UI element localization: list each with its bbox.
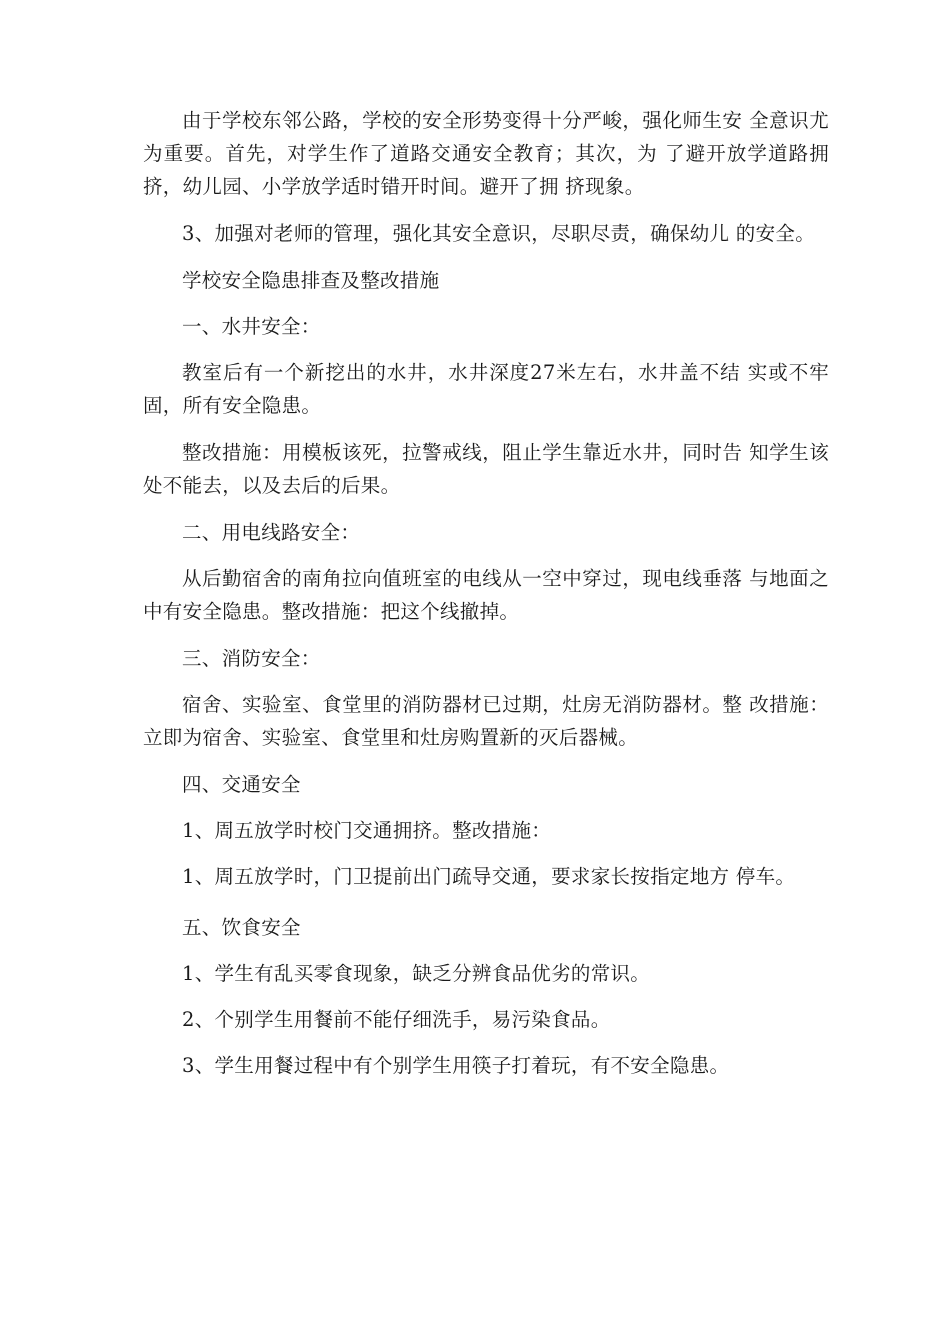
paragraph-fire-hazard: 宿舍、实验室、食堂里的消防器材已过期，灶房无消防器材。整 改措施：立即为宿舍、实验室、食堂里和灶房购置新的灭后器械。 xyxy=(143,693,829,749)
list-item-snacks: 1、学生有乱买零食现象，缺乏分辨食品优劣的常识。 xyxy=(182,962,651,985)
paragraph-electrical-hazard: 从后勤宿舍的南角拉向值班室的电线从一空中穿过，现电线垂落 与地面之中有安全隐患。整改措施：把这个线撤掉。 xyxy=(143,567,829,623)
paragraph-traffic-problem: 1、周五放学时校门交通拥挤。整改措施： xyxy=(182,819,552,842)
heading-food-safety: 五、饮食安全 xyxy=(182,916,301,939)
heading-fire-safety: 三、消防安全： xyxy=(182,647,321,670)
list-item-chopsticks: 3、学生用餐过程中有个别学生用筷子打着玩，有不安全隐患。 xyxy=(182,1054,730,1077)
paragraph-well-measures: 整改措施：用模板该死，拉警戒线，阻止学生靠近水井，同时告 知学生该处不能去，以及去后的后果。 xyxy=(143,441,829,497)
heading-electrical-safety: 二、用电线路安全： xyxy=(182,521,361,544)
list-item-handwashing: 2、个别学生用餐前不能仔细洗手，易污染食品。 xyxy=(182,1008,611,1031)
paragraph-teacher-management: 3、加强对老师的管理，强化其安全意识，尽职尽责，确保幼儿 的安全。 xyxy=(182,222,816,245)
heading-well-safety: 一、水井安全： xyxy=(182,315,321,338)
heading-traffic-safety: 四、交通安全 xyxy=(182,773,301,796)
document-body xyxy=(143,104,829,1082)
paragraph-road-safety: 由于学校东邻公路，学校的安全形势变得十分严峻，强化师生安 全意识尤为重要。首先，对学生作了道路交通安全教育；其次，为 了避开放学道路拥挤，幼儿园、小学放学适时错开时间。避开了拥 挤现象。 xyxy=(143,109,829,198)
paragraph-well-hazard: 教室后有一个新挖出的水井，水井深度27米左右，水井盖不结 实或不牢固，所有安全隐患。 xyxy=(143,361,829,417)
paragraph-traffic-measure: 1、周五放学时，门卫提前出门疏导交通，要求家长按指定地方 停车。 xyxy=(182,865,796,888)
section-title: 学校安全隐患排查及整改措施 xyxy=(182,269,440,292)
